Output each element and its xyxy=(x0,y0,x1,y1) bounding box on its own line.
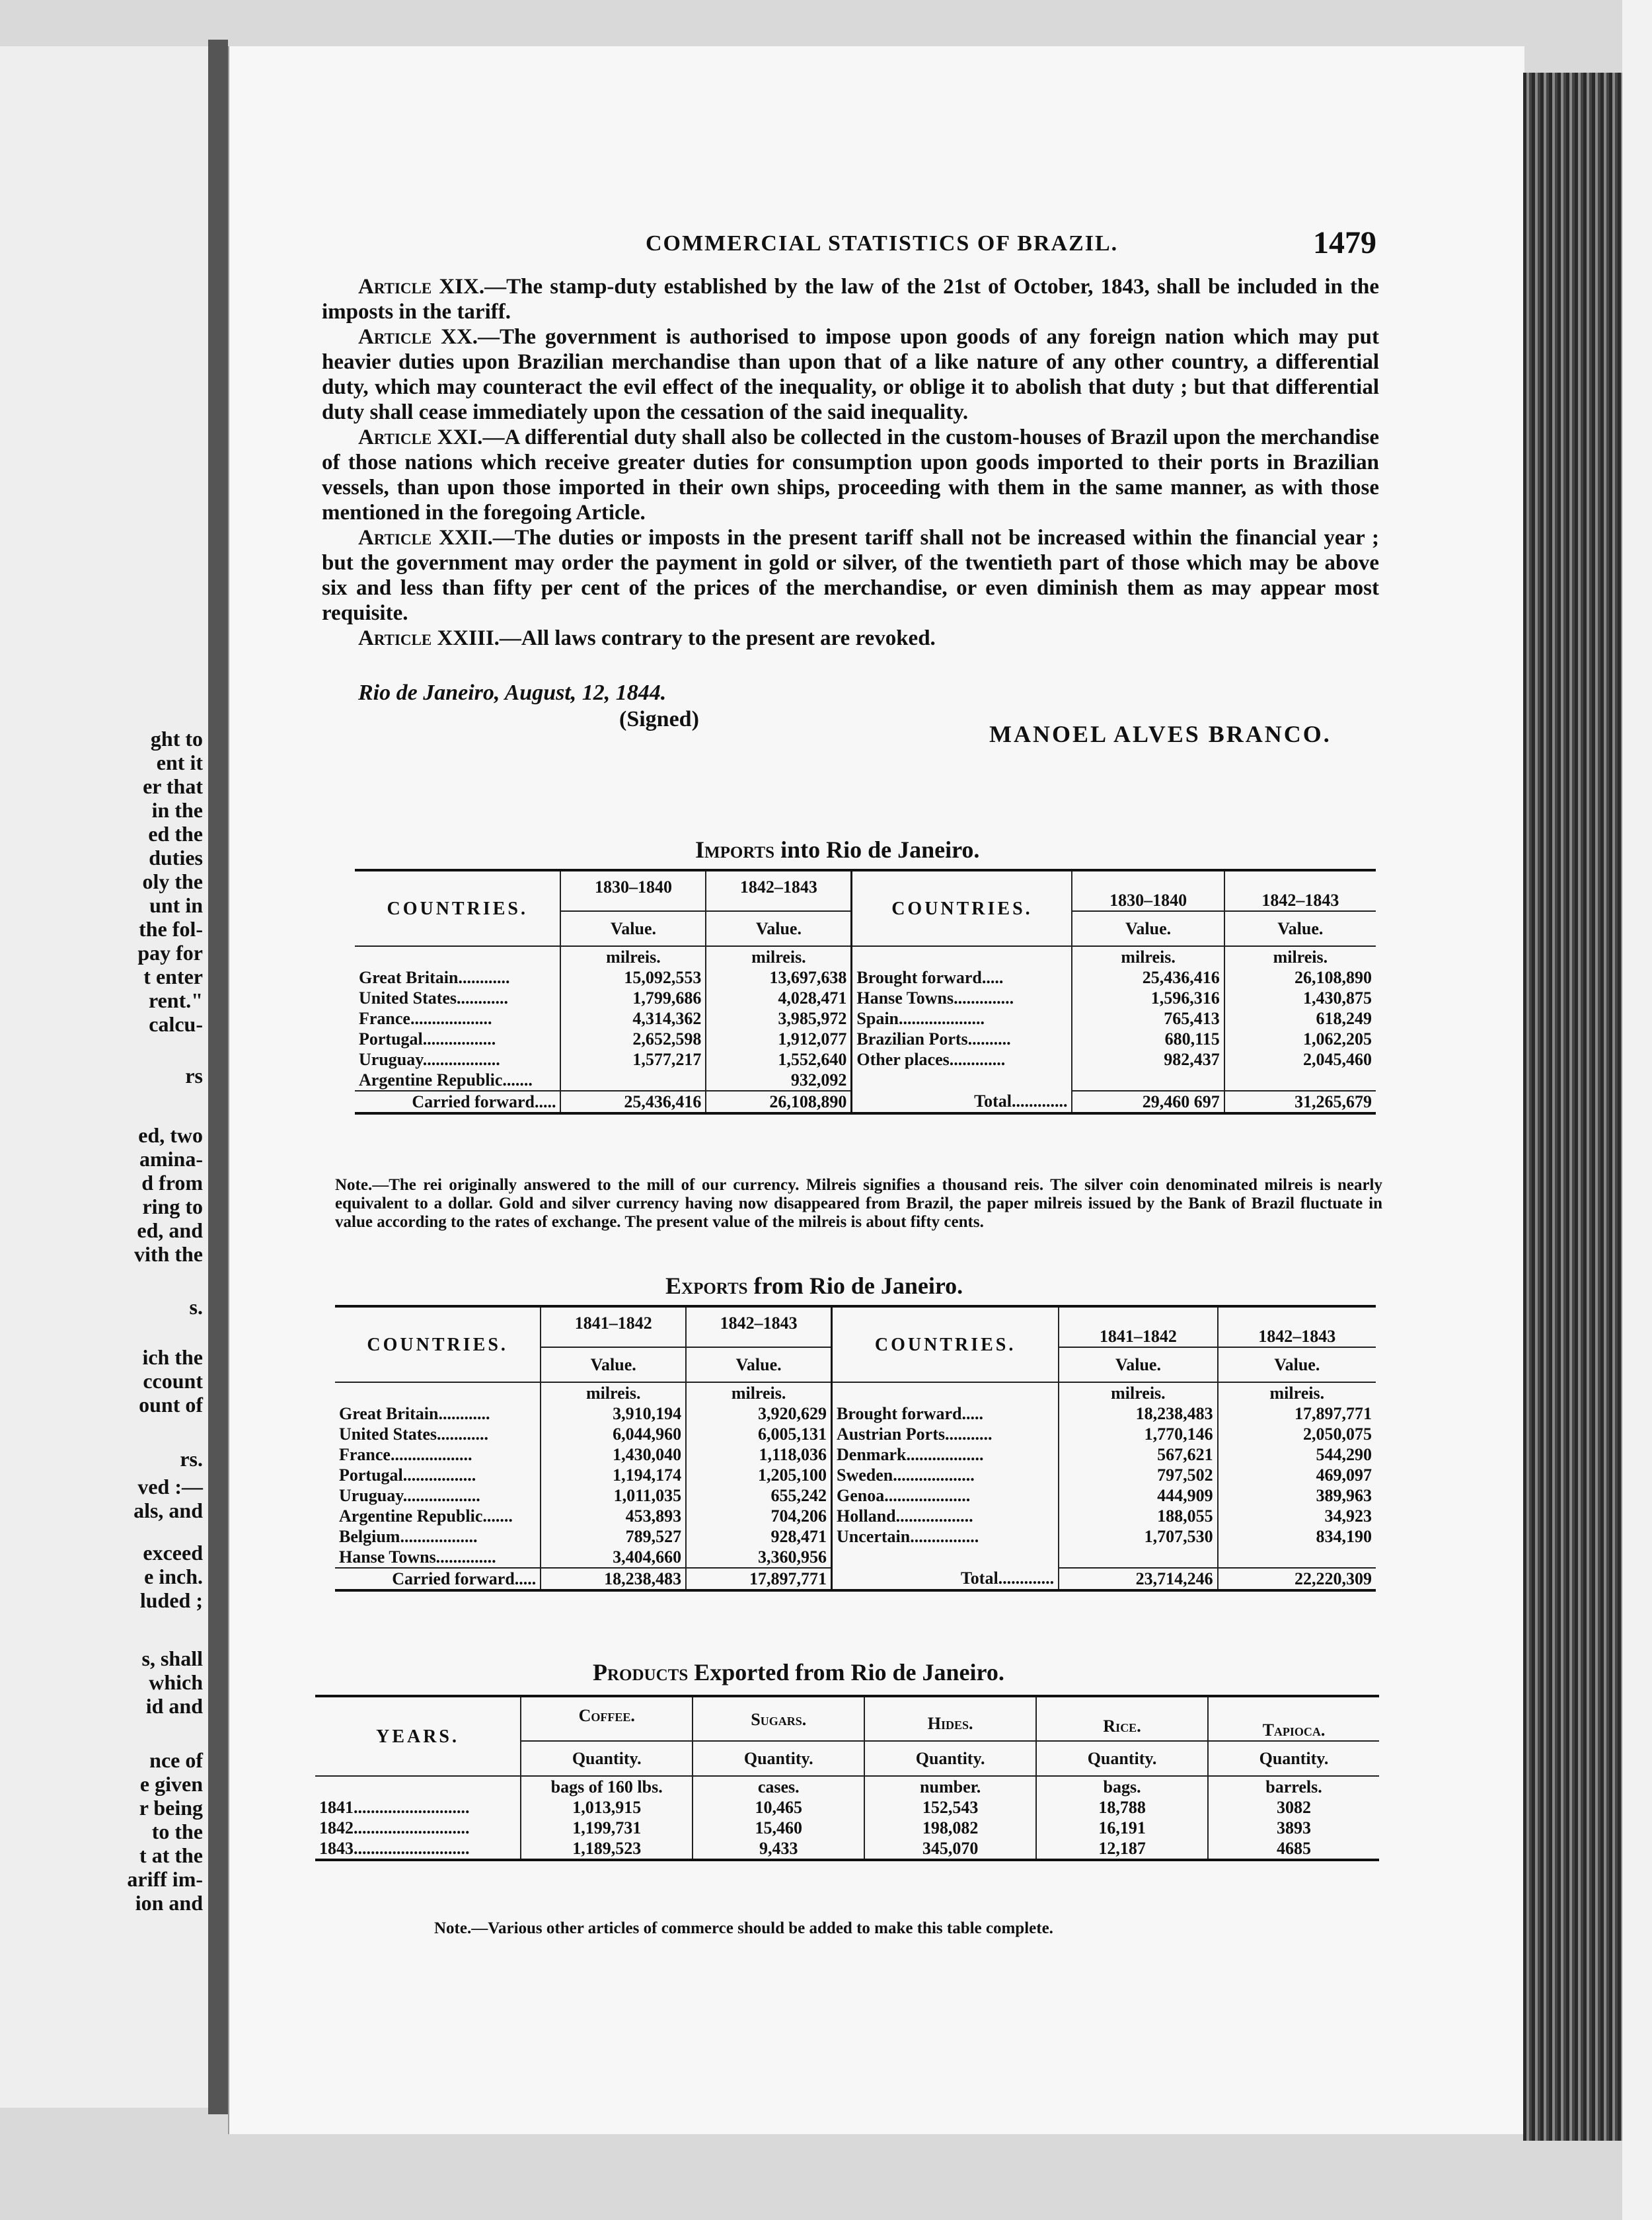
table-row: Portugal................. 1,194,174 1,205,100 Sweden................... 797,502 469,097 xyxy=(335,1465,1376,1485)
table-row: Belgium.................. 789,527 928,471 Uncertain................ 1,707,530 834,190 xyxy=(335,1526,1376,1547)
unit-label: bags. xyxy=(1036,1776,1208,1797)
product-header: Hides. xyxy=(864,1696,1036,1741)
years-header: YEARS. xyxy=(376,1726,460,1747)
unit-label: milreis. xyxy=(1072,946,1224,967)
unit-label: milreis. xyxy=(686,1382,831,1403)
facing-page-line: ed, and xyxy=(137,1218,203,1242)
products-title: Products Exported from Rio de Janeiro. xyxy=(593,1659,1004,1685)
article-text: —The duties or imposts in the present tariff shall not be increased within the financial year ; but the government may order the payment in gold or silver, of the twentieth part of those which may be above six and less than fifty per cent of the prices of the merchandise, or even diminish them as may appear most requisite. xyxy=(322,526,1379,625)
facing-page-line: exceed xyxy=(143,1541,203,1565)
quantity-header: Quantity. xyxy=(864,1741,1036,1776)
table-row: United States............ 6,044,960 6,005,131 Austrian Ports........... 1,770,146 2,050,075 xyxy=(335,1424,1376,1444)
facing-page-line: in the xyxy=(151,798,203,822)
products-table xyxy=(315,1695,1379,1861)
page-edges xyxy=(1523,73,1622,2141)
facing-page-line: ed, two xyxy=(138,1123,203,1147)
unit-label: milreis. xyxy=(1059,1382,1217,1403)
facing-page-line: er that xyxy=(143,774,203,798)
table-row: Great Britain............ 15,092,553 13,697,638 Brought forward..... 25,436,416 26,108,890 xyxy=(355,967,1376,988)
facing-page-line: als, and xyxy=(133,1498,203,1522)
article-text: —All laws contrary to the present are revoked. xyxy=(499,626,936,650)
facing-page-line: vith the xyxy=(134,1242,203,1266)
countries-header: COUNTRIES. xyxy=(387,898,528,919)
facing-page-line: t at the xyxy=(139,1843,203,1867)
article-label: Article XXII. xyxy=(358,526,493,550)
imports-title: Imports into Rio de Janeiro. xyxy=(695,836,980,863)
unit-label: barrels. xyxy=(1208,1776,1379,1797)
article-xix xyxy=(322,274,1379,324)
article-label: Article XIX. xyxy=(358,275,485,299)
table-row: France................... 4,314,362 3,985,972 Spain.................... 765,413 618,249 xyxy=(355,1008,1376,1029)
value-header: Value. xyxy=(706,911,851,946)
table-row: 1842........................... 1,199,731 15,460 198,082 16,191 3893 xyxy=(315,1818,1379,1838)
facing-page-line: e given xyxy=(139,1772,203,1796)
year-header: 1830–1840 xyxy=(560,870,706,911)
table-row: United States............ 1,799,686 4,028,471 Hanse Towns.............. 1,596,316 1,430,875 xyxy=(355,988,1376,1008)
value-header: Value. xyxy=(541,1347,686,1382)
article-label: Article XX. xyxy=(358,325,478,349)
table-row: France................... 1,430,040 1,118,036 Denmark.................. 567,621 544,290 xyxy=(335,1444,1376,1465)
table-row: Hanse Towns.............. 3,404,660 3,360,956 xyxy=(335,1547,1376,1568)
facing-page-line: ved :— xyxy=(137,1475,203,1498)
facing-page-line: calcu- xyxy=(149,1012,203,1036)
place-date: Rio de Janeiro, August, 12, 1844. xyxy=(358,681,667,705)
totals-row: Carried forward..... 25,436,416 26,108,890 Total............. 29,460 697 31,265,679 xyxy=(355,1091,1376,1113)
products-note: Note.—Various other articles of commerce should be added to make this table complete. xyxy=(434,1919,1053,1937)
signatory: MANOEL ALVES BRANCO. xyxy=(989,721,1332,747)
unit-label: milreis. xyxy=(706,946,851,967)
value-header: Value. xyxy=(686,1347,831,1382)
facing-page-line: luded ; xyxy=(139,1588,203,1612)
facing-page-line: ed the xyxy=(148,822,203,846)
quantity-header: Quantity. xyxy=(1208,1741,1379,1776)
quantity-header: Quantity. xyxy=(521,1741,693,1776)
unit-label: milreis. xyxy=(1218,1382,1376,1403)
book-gutter xyxy=(208,40,228,2114)
table-row: 1843........................... 1,189,523 9,433 345,070 12,187 4685 xyxy=(315,1838,1379,1860)
article-xxi xyxy=(322,425,1379,525)
unit-label: bags of 160 lbs. xyxy=(521,1776,693,1797)
year-header: 1841–1842 xyxy=(1059,1306,1217,1347)
tariff-articles xyxy=(322,274,1379,651)
facing-page-line: d from xyxy=(141,1171,203,1195)
value-header: Value. xyxy=(1218,1347,1376,1382)
book-page xyxy=(228,46,1524,2134)
facing-page-line: duties xyxy=(149,846,203,870)
article-xx xyxy=(322,324,1379,425)
facing-page-line: r being xyxy=(139,1796,203,1820)
table-row: Argentine Republic....... 453,893 704,206 Holland.................. 188,055 34,923 xyxy=(335,1506,1376,1526)
year-header: 1842–1843 xyxy=(686,1306,831,1347)
unit-label: milreis. xyxy=(1224,946,1376,967)
year-header: 1841–1842 xyxy=(541,1306,686,1347)
facing-page-line: amina- xyxy=(139,1147,203,1171)
facing-page-line: ariff im- xyxy=(127,1867,203,1891)
running-head: COMMERCIAL STATISTICS OF BRAZIL. xyxy=(646,231,1119,256)
scan-background xyxy=(1622,0,1652,2220)
facing-page-line: oly the xyxy=(142,870,203,893)
facing-page-line: ring to xyxy=(142,1195,203,1218)
quantity-header: Quantity. xyxy=(693,1741,864,1776)
quantity-header: Quantity. xyxy=(1036,1741,1208,1776)
unit-label: milreis. xyxy=(541,1382,686,1403)
year-header: 1830–1840 xyxy=(1072,870,1224,911)
value-header: Value. xyxy=(1072,911,1224,946)
value-header: Value. xyxy=(1059,1347,1217,1382)
facing-page-line: ght to xyxy=(150,727,203,751)
facing-page-line: t enter xyxy=(143,965,203,988)
facing-page-line: nce of xyxy=(149,1748,203,1772)
year-header: 1842–1843 xyxy=(706,870,851,911)
signed-mark: (Signed) xyxy=(619,707,699,731)
countries-header: COUNTRIES. xyxy=(852,870,1072,946)
imports-table xyxy=(355,869,1376,1115)
facing-page xyxy=(0,46,211,2108)
imports-note: Note.—The rei originally answered to the mill of our currency. Milreis signifies a thousand reis. The silver coin denominated milreis is nearly equivalent to a dollar. Gold and silver currency having now disappeared from Brazil, the paper milreis issued by the Bank of Brazil fluctuate in value according to the rates of exchange. The present value of the milreis is about fifty cents. xyxy=(335,1176,1382,1231)
unit-label: milreis. xyxy=(560,946,706,967)
facing-page-line: ccount xyxy=(143,1369,203,1393)
product-header: Sugars. xyxy=(693,1696,864,1741)
year-header: 1842–1843 xyxy=(1218,1306,1376,1347)
exports-table xyxy=(335,1305,1376,1592)
facing-page-line: which xyxy=(149,1670,203,1694)
facing-page-line: rs xyxy=(185,1064,203,1088)
year-header: 1842–1843 xyxy=(1224,870,1376,911)
product-header: Rice. xyxy=(1036,1696,1208,1741)
table-row: 1841........................... 1,013,915 10,465 152,543 18,788 3082 xyxy=(315,1797,1379,1818)
facing-page-line: s. xyxy=(189,1295,203,1319)
facing-page-line: unt in xyxy=(149,893,203,917)
facing-page-line: rs. xyxy=(180,1447,203,1471)
table-row: Portugal................. 2,652,598 1,912,077 Brazilian Ports.......... 680,115 1,062,205 xyxy=(355,1029,1376,1049)
facing-page-line: the fol- xyxy=(139,917,203,941)
article-label: Article XXI. xyxy=(358,426,483,449)
article-xxiii xyxy=(322,626,1379,651)
countries-header: COUNTRIES. xyxy=(832,1306,1059,1382)
exports-title: Exports from Rio de Janeiro. xyxy=(665,1273,963,1299)
article-text: —The government is authorised to impose upon goods of any foreign nation which may put heavier duties upon Brazilian merchandise than upon that of a like nature of any other country, a differential duty, which may counteract the evil effect of the inequality, or oblige it to abolish that duty ; but that differential duty shall cease immediately upon the cessation of the said inequality. xyxy=(322,325,1379,424)
totals-row: Carried forward..... 18,238,483 17,897,771 Total............. 23,714,246 22,220,309 xyxy=(335,1568,1376,1590)
facing-page-line: pay for xyxy=(137,941,203,965)
article-text: —A differential duty shall also be collected in the custom-houses of Brazil upon the merchandise of those nations which receive greater duties for consumption upon goods imported to their ports in Brazilian vessels, than upon those imported in their own ships, proceeding with them in the same manner, as with those mentioned in the foregoing Article. xyxy=(322,426,1379,525)
page-number: 1479 xyxy=(1313,225,1376,260)
facing-page-line: rent." xyxy=(148,988,203,1012)
table-row: Uruguay.................. 1,577,217 1,552,640 Other places............. 982,437 2,045,460 xyxy=(355,1049,1376,1070)
unit-label: number. xyxy=(864,1776,1036,1797)
article-text: —The stamp-duty established by the law of the 21st of October, 1843, shall be included in the imposts in the tariff. xyxy=(322,275,1379,324)
table-row: Argentine Republic....... 932,092 xyxy=(355,1070,1376,1091)
article-label: Article XXIII. xyxy=(358,626,500,650)
facing-page-line: ich the xyxy=(142,1345,203,1369)
article-xxii xyxy=(322,525,1379,626)
facing-page-line: ount of xyxy=(139,1393,203,1417)
facing-page-line: ion and xyxy=(135,1891,203,1915)
table-row: Uruguay.................. 1,011,035 655,242 Genoa.................... 444,909 389,963 xyxy=(335,1485,1376,1506)
unit-label: cases. xyxy=(693,1776,864,1797)
value-header: Value. xyxy=(1224,911,1376,946)
facing-page-line: s, shall xyxy=(141,1646,203,1670)
value-header: Value. xyxy=(560,911,706,946)
countries-header: COUNTRIES. xyxy=(367,1334,508,1355)
facing-page-line: to the xyxy=(151,1820,203,1843)
table-row: Great Britain............ 3,910,194 3,920,629 Brought forward..... 18,238,483 17,897,771 xyxy=(335,1403,1376,1424)
facing-page-line: e inch. xyxy=(144,1565,203,1588)
facing-page-line: ent it xyxy=(156,751,203,774)
facing-page-line: id and xyxy=(145,1694,203,1718)
product-header: Tapioca. xyxy=(1208,1696,1379,1741)
product-header: Coffee. xyxy=(521,1696,693,1741)
